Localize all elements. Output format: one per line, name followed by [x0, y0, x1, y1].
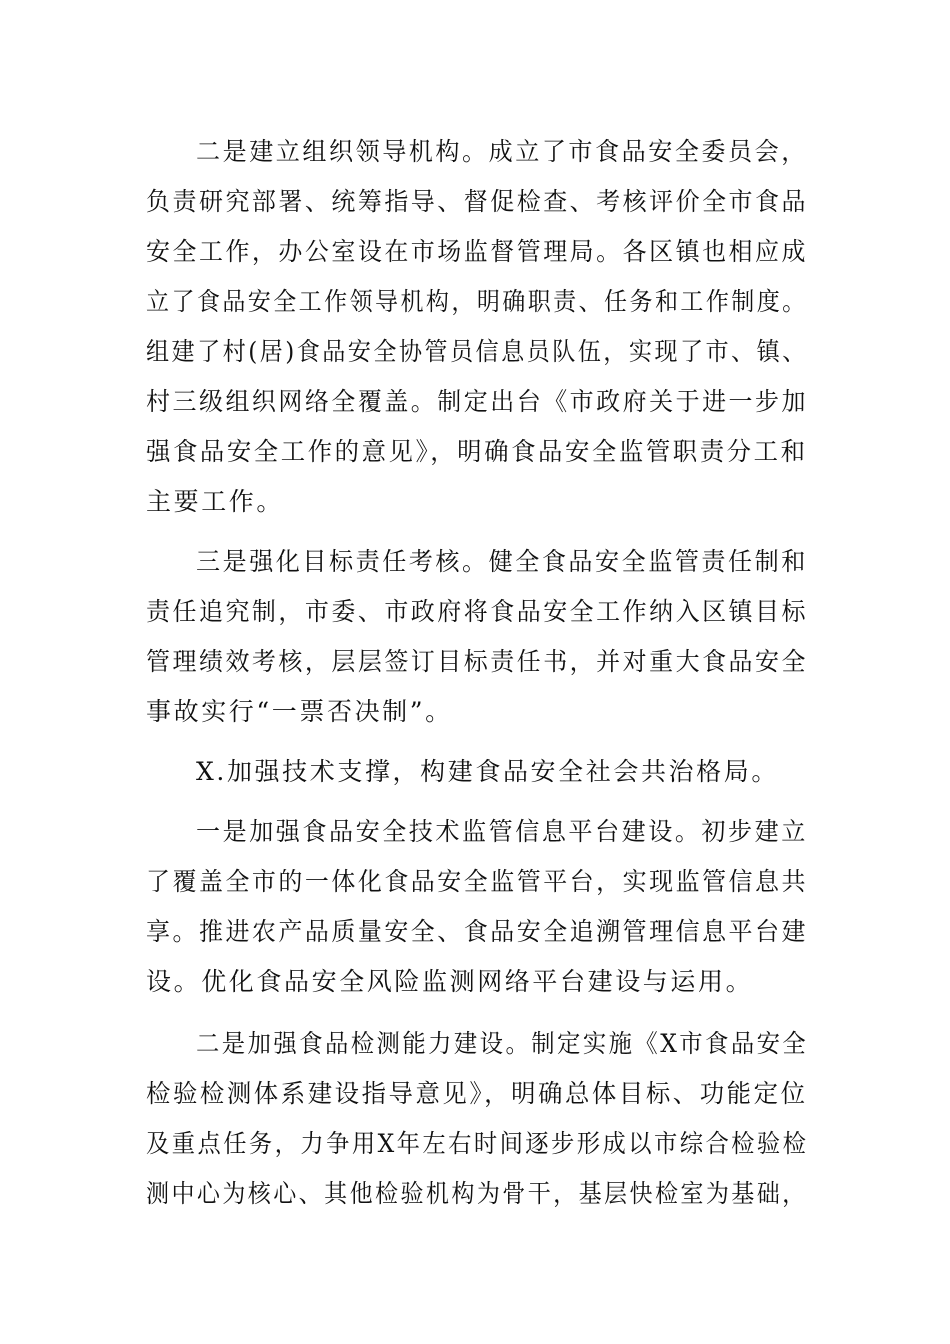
text-line: 检验检测体系建设指导意见》，明确总体目标、功能定位 — [146, 1079, 808, 1108]
text-line: 二是建立组织领导机构。成立了市食品安全委员会， — [196, 137, 808, 166]
text-line: 组建了村(居)食品安全协管员信息员队伍，实现了市、镇、 — [146, 337, 808, 366]
text-line: 测中心为核心、其他检验机构为骨干，基层快检室为基础， — [146, 1179, 808, 1208]
text-line: 村三级组织网络全覆盖。制定出台《市政府关于进一步加 — [146, 387, 809, 416]
text-line: 二是加强食品检测能力建设。制定实施《X市食品安全 — [196, 1029, 809, 1058]
text-line: 了覆盖全市的一体化食品安全监管平台，实现监管信息共 — [146, 867, 809, 896]
text-line: 责任追究制，市委、市政府将食品安全工作纳入区镇目标 — [146, 597, 809, 626]
section-heading: X.加强技术支撑，构建食品安全社会共治格局。 — [196, 757, 779, 786]
text-line: 负责研究部署、统筹指导、督促检查、考核评价全市食品 — [146, 187, 809, 216]
text-line: 三是强化目标责任考核。健全食品安全监管责任制和 — [196, 547, 808, 576]
text-line: 事故实行“一票否决制”。 — [146, 697, 453, 726]
text-line: 安全工作，办公室设在市场监督管理局。各区镇也相应成 — [146, 237, 809, 266]
text-line: 强食品安全工作的意见》，明确食品安全监管职责分工和 — [146, 437, 808, 466]
text-line: 主要工作。 — [146, 487, 285, 516]
text-line: 管理绩效考核，层层签订目标责任书，并对重大食品安全 — [146, 647, 809, 676]
text-line: 设。优化食品安全风险监测网络平台建设与运用。 — [146, 967, 754, 996]
text-line: 立了食品安全工作领导机构，明确职责、任务和工作制度。 — [146, 287, 808, 316]
text-line: 及重点任务，力争用X年左右时间逐步形成以市综合检验检 — [146, 1129, 809, 1158]
text-line: 享。推进农产品质量安全、食品安全追溯管理信息平台建 — [146, 917, 809, 946]
text-line: 一是加强食品安全技术监管信息平台建设。初步建立 — [196, 817, 808, 846]
